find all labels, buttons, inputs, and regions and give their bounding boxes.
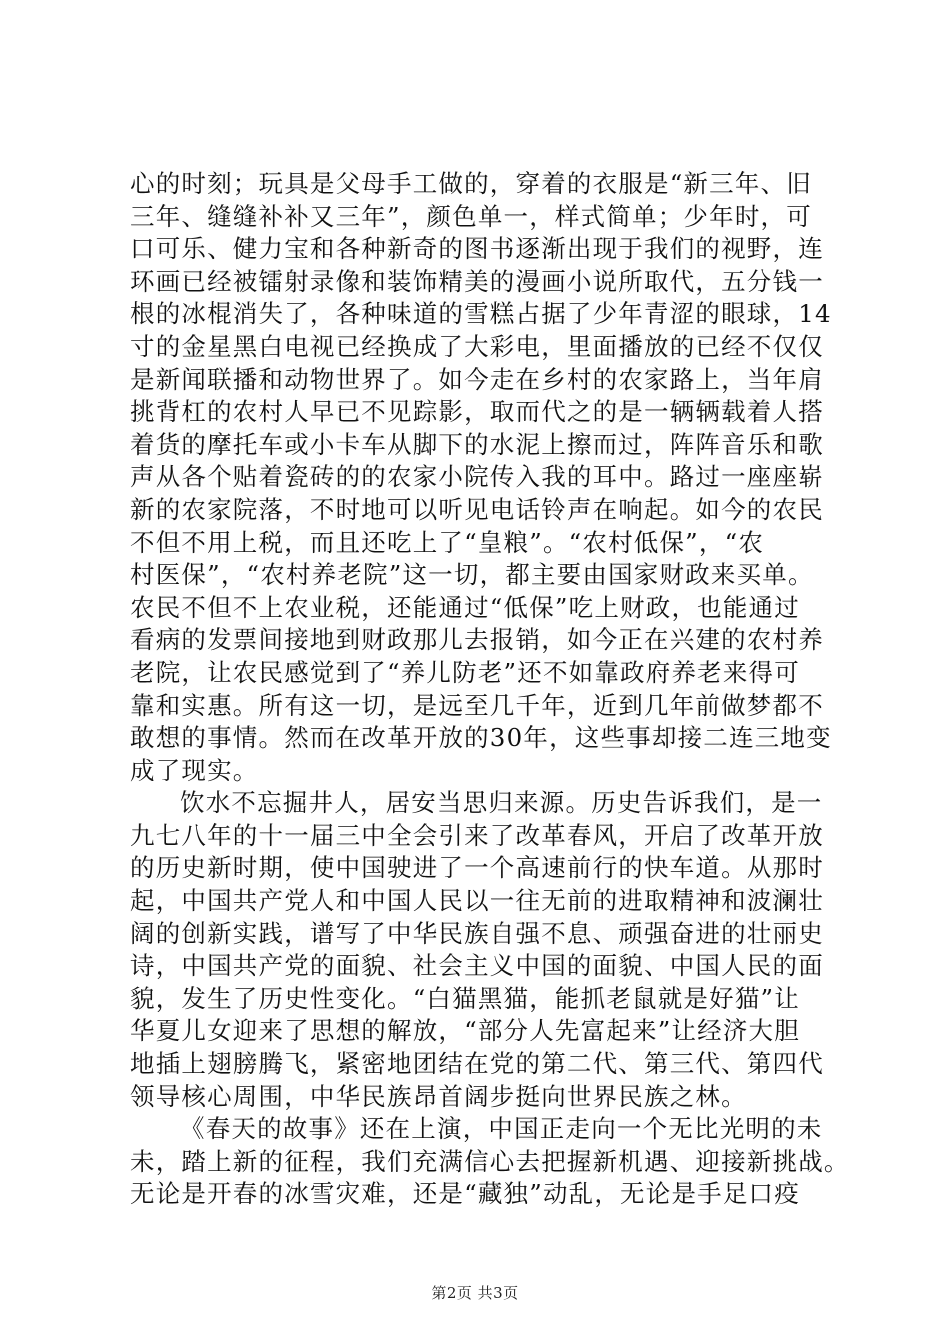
paragraph-start-line: 《春天的故事》还在上演，中国正走向一个无比光明的未 bbox=[180, 1114, 823, 1144]
text-line: 老院，让农民感觉到了“养儿防老”还不如靠政府养老来得可 bbox=[130, 657, 800, 687]
text-line: 心的时刻；玩具是父母手工做的，穿着的衣服是“新三年、旧 bbox=[130, 169, 812, 198]
text-line: 环画已经被镭射录像和装饰精美的漫画小说所取代，五分钱一 bbox=[130, 266, 824, 296]
text-line: 不但不用上税，而且还吃上了“皇粮”。“农村低保”，“农 bbox=[130, 527, 765, 557]
text-line: 未，踏上新的征程，我们充满信心去把握新机遇、迎接新挑战。 bbox=[130, 1146, 850, 1176]
text-line: 九七八年的十一届三中全会引来了改革春风，开启了改革开放 bbox=[130, 820, 824, 850]
text-line: 貌，发生了历史性变化。“白猫黑猫，能抓老鼠就是好猫”让 bbox=[130, 983, 800, 1013]
text-line: 是新闻联播和动物世界了。如今走在乡村的农家路上，当年肩 bbox=[130, 364, 824, 394]
text-line: 农民不但不上农业税，还能通过“低保”吃上财政，也能通过 bbox=[130, 592, 800, 622]
text-line: 看病的发票间接地到财政那儿去报销，如今正在兴建的农村养 bbox=[130, 625, 824, 655]
text-line: 华夏儿女迎来了思想的解放，“部分人先富起来”让经济大胆 bbox=[130, 1016, 800, 1046]
text-line: 敢想的事情。然而在改革开放的30年，这些事却接二连三地变 bbox=[130, 723, 832, 753]
text-line: 成了现实。 bbox=[130, 755, 259, 785]
text-line: 靠和实惠。所有这一切，是远至几千年，近到几年前做梦都不 bbox=[130, 690, 824, 720]
text-line: 的历史新时期，使中国驶进了一个高速前行的快车道。从那时 bbox=[130, 853, 824, 883]
text-line: 村医保”，“农村养老院”这一切，都主要由国家财政来买单。 bbox=[130, 560, 814, 590]
text-line: 口可乐、健力宝和各种新奇的图书逐渐出现于我们的视野，连 bbox=[130, 234, 824, 264]
text-line: 挑背杠的农村人早已不见踪影，取而代之的是一辆辆载着人搭 bbox=[130, 397, 824, 427]
text-line: 无论是开春的冰雪灾难，还是“藏独”动乱，无论是手足口疫 bbox=[130, 1179, 800, 1209]
page-footer: 第2页 共3页 bbox=[431, 1284, 519, 1302]
text-line: 新的农家院落，不时地可以听见电话铃声在响起。如今的农民 bbox=[130, 494, 824, 524]
text-line: 阔的创新实践，谱写了中华民族自强不息、顽强奋进的壮丽史 bbox=[130, 918, 824, 948]
text-line: 诗，中国共产党的面貌、社会主义中国的面貌、中国人民的面 bbox=[130, 951, 824, 981]
text-line: 寸的金星黑白电视已经换成了大彩电，里面播放的已经不仅仅 bbox=[130, 331, 824, 361]
text-line: 声从各个贴着瓷砖的的农家小院传入我的耳中。路过一座座崭 bbox=[130, 462, 824, 492]
text-line: 起，中国共产党人和中国人民以一往无前的进取精神和波澜壮 bbox=[130, 886, 824, 916]
text-line: 领导核心周围，中华民族昂首阔步挺向世界民族之林。 bbox=[130, 1081, 747, 1111]
text-line: 着货的摩托车或小卡车从脚下的水泥上擦而过，阵阵音乐和歌 bbox=[130, 429, 824, 459]
text-line: 地插上翅膀腾飞，紧密地团结在党的第二代、第三代、第四代 bbox=[130, 1049, 824, 1079]
paragraph-start-line: 饮水不忘掘井人，居安当思归来源。历史告诉我们，是一 bbox=[180, 788, 823, 818]
text-line: 三年、缝缝补补又三年”，颜色单一，样式简单；少年时，可 bbox=[130, 201, 812, 231]
body-text bbox=[130, 168, 850, 1211]
text-line: 根的冰棍消失了，各种味道的雪糕占据了少年青涩的眼球，14 bbox=[130, 299, 832, 329]
